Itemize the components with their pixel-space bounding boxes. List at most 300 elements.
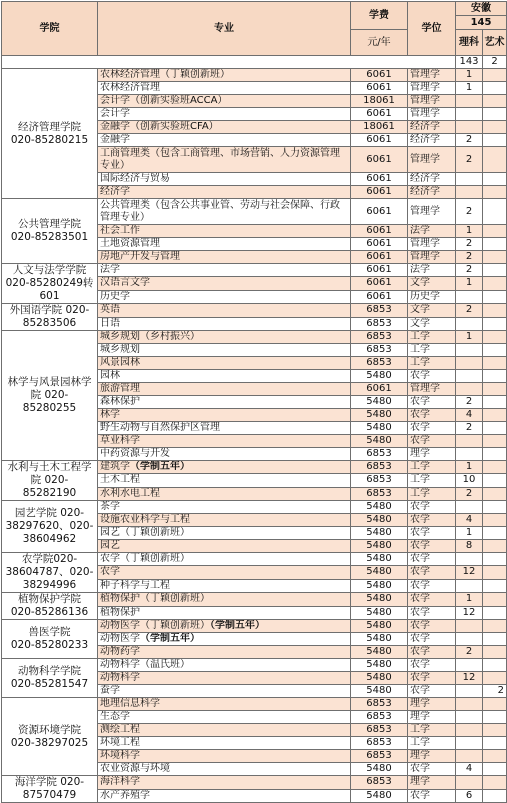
degree-cell: 管理学	[408, 238, 456, 251]
art-quota-cell	[483, 134, 507, 147]
degree-cell: 农学	[408, 409, 456, 422]
art-quota-cell	[483, 147, 507, 173]
science-quota-cell	[456, 383, 483, 396]
degree-cell: 农学	[408, 646, 456, 659]
major-name: 日语	[100, 317, 120, 329]
degree-cell: 农学	[408, 370, 456, 383]
art-quota-cell	[483, 474, 507, 487]
art-quota-cell	[483, 108, 507, 121]
table-row	[2, 620, 507, 633]
fee-cell: 5480	[351, 763, 408, 776]
degree-cell: 农学	[408, 435, 456, 448]
degree-cell: 工学	[408, 344, 456, 357]
degree-cell: 经济学	[408, 134, 456, 147]
major-name: 茶学	[100, 501, 120, 512]
fee-cell: 6853	[351, 461, 408, 474]
major-cell	[98, 566, 351, 579]
science-quota-cell: 1	[456, 593, 483, 607]
college-cell: 动物科学学院 020-85281547	[2, 659, 98, 698]
degree-cell: 农学	[408, 553, 456, 566]
degree-cell: 文学	[408, 304, 456, 318]
science-quota-cell: 2	[456, 487, 483, 500]
fee-cell: 6061	[351, 199, 408, 225]
major-name: 地理信息科学	[100, 698, 160, 709]
header-college: 学院	[2, 2, 98, 56]
major-name: 动物医学	[100, 633, 140, 644]
major-cell	[98, 724, 351, 737]
art-quota-cell	[483, 290, 507, 303]
degree-cell: 农学	[408, 685, 456, 698]
major-cell	[98, 370, 351, 383]
art-quota-cell	[483, 711, 507, 724]
major-note: （学制五年）	[140, 633, 200, 644]
fee-cell: 5480	[351, 672, 408, 685]
art-quota-cell	[483, 186, 507, 199]
major-name: 农林经济管理（丁颖创新班）	[100, 69, 230, 80]
art-quota-cell	[483, 370, 507, 383]
degree-cell: 历史学	[408, 290, 456, 303]
art-quota-cell	[483, 264, 507, 277]
fee-cell: 5480	[351, 370, 408, 383]
art-quota-cell	[483, 82, 507, 95]
science-quota-cell	[456, 685, 483, 698]
header-blank	[2, 56, 456, 69]
science-quota-cell: 1	[456, 527, 483, 540]
major-cell	[98, 435, 351, 448]
science-quota-cell	[456, 501, 483, 514]
major-cell	[98, 251, 351, 264]
fee-cell: 6061	[351, 290, 408, 303]
science-quota-cell	[456, 724, 483, 737]
major-cell	[98, 225, 351, 238]
major-cell	[98, 711, 351, 724]
table-row	[2, 264, 507, 277]
major-name: 会计学（创新实验班ACCA）	[100, 95, 228, 106]
fee-cell: 5480	[351, 409, 408, 422]
major-note: （学制五年）	[130, 461, 190, 473]
major-name: 测绘工程	[100, 724, 140, 735]
fee-cell: 6061	[351, 225, 408, 238]
major-cell	[98, 238, 351, 251]
degree-cell: 管理学	[408, 69, 456, 82]
major-name: 房地产开发与管理	[100, 251, 180, 262]
art-quota-cell	[483, 737, 507, 750]
fee-cell: 6061	[351, 134, 408, 147]
science-quota-cell: 10	[456, 474, 483, 487]
major-cell	[98, 331, 351, 344]
major-cell	[98, 317, 351, 331]
degree-cell: 管理学	[408, 95, 456, 108]
major-cell	[98, 409, 351, 422]
art-quota-cell	[483, 633, 507, 646]
science-quota-cell: 6	[456, 789, 483, 803]
major-cell	[98, 448, 351, 461]
art-quota-cell	[483, 331, 507, 344]
college-cell: 经济管理学院 020-85280215	[2, 69, 98, 199]
fee-cell: 5480	[351, 553, 408, 566]
major-cell	[98, 264, 351, 277]
major-name: 农学	[100, 566, 120, 578]
major-name: 金融学	[100, 134, 130, 145]
major-name: 公共管理类（包含公共事业管、劳动与社会保障、行政管理专业）	[100, 199, 340, 223]
fee-cell: 6061	[351, 69, 408, 82]
fee-cell: 6853	[351, 698, 408, 711]
science-quota-cell	[456, 186, 483, 199]
major-name: 水利水电工程	[100, 487, 160, 499]
major-name: 草业科学	[100, 435, 140, 446]
science-quota-cell: 1	[456, 461, 483, 474]
science-quota-cell: 4	[456, 409, 483, 422]
major-cell	[98, 357, 351, 370]
science-quota-cell	[456, 173, 483, 186]
fee-cell: 5480	[351, 633, 408, 646]
college-cell: 兽医学院 020-85280233	[2, 620, 98, 659]
header-major: 专业	[98, 2, 351, 56]
degree-cell: 理学	[408, 448, 456, 461]
major-name: 动物药学	[100, 646, 140, 657]
fee-cell: 6061	[351, 82, 408, 95]
art-quota-cell	[483, 553, 507, 566]
art-quota-cell	[483, 357, 507, 370]
art-quota-cell	[483, 225, 507, 238]
major-cell	[98, 685, 351, 698]
degree-cell: 农学	[408, 579, 456, 592]
major-name: 动物科学（温氏班）	[100, 659, 190, 670]
art-quota-cell	[483, 789, 507, 803]
major-cell	[98, 95, 351, 108]
major-cell	[98, 199, 351, 225]
fee-cell: 6061	[351, 186, 408, 199]
science-quota-cell: 1	[456, 331, 483, 344]
degree-cell: 经济学	[408, 186, 456, 199]
science-quota-cell	[456, 435, 483, 448]
science-quota-cell: 12	[456, 566, 483, 579]
science-quota-cell	[456, 620, 483, 633]
degree-cell: 法学	[408, 264, 456, 277]
degree-cell: 文学	[408, 277, 456, 290]
header-art: 艺术	[483, 30, 507, 56]
major-name: 城乡规划（乡村振兴）	[100, 331, 200, 342]
degree-cell: 工学	[408, 487, 456, 500]
table-row	[2, 698, 507, 711]
fee-cell: 6853	[351, 750, 408, 763]
degree-cell: 农学	[408, 540, 456, 553]
art-quota-cell	[483, 422, 507, 435]
art-quota-cell	[483, 750, 507, 763]
science-quota-cell	[456, 633, 483, 646]
major-cell	[98, 659, 351, 672]
major-name: 园艺（丁颖创新班）	[100, 527, 190, 538]
degree-cell: 农学	[408, 620, 456, 633]
fee-cell: 5480	[351, 685, 408, 698]
art-quota-cell	[483, 593, 507, 607]
major-cell	[98, 290, 351, 303]
major-name: 旅游管理	[100, 383, 140, 394]
fee-cell: 5480	[351, 646, 408, 659]
major-cell	[98, 304, 351, 318]
degree-cell: 工学	[408, 357, 456, 370]
header-degree: 学位	[408, 2, 456, 56]
major-cell	[98, 620, 351, 633]
art-quota-cell	[483, 304, 507, 318]
degree-cell: 管理学	[408, 251, 456, 264]
degree-cell: 管理学	[408, 147, 456, 173]
degree-cell: 农学	[408, 501, 456, 514]
science-quota-cell: 1	[456, 82, 483, 95]
major-cell	[98, 763, 351, 776]
table-body	[2, 69, 507, 803]
college-cell: 水利与土木工程学院 020-85282190	[2, 461, 98, 501]
art-quota-cell	[483, 698, 507, 711]
header-fee: 学费	[351, 2, 408, 30]
major-cell	[98, 134, 351, 147]
fee-cell: 6061	[351, 277, 408, 290]
major-name: 国际经济与贸易	[100, 173, 170, 184]
major-name: 会计学	[100, 108, 130, 119]
admission-plan-table	[1, 1, 507, 803]
major-name: 建筑学	[100, 461, 130, 473]
science-quota-cell	[456, 448, 483, 461]
major-cell	[98, 789, 351, 803]
major-cell	[98, 646, 351, 659]
fee-cell: 6853	[351, 331, 408, 344]
major-name: 生态学	[100, 711, 130, 722]
art-quota-cell	[483, 121, 507, 134]
major-name: 园林	[100, 370, 120, 381]
degree-cell: 经济学	[408, 121, 456, 134]
art-quota-cell	[483, 396, 507, 409]
science-quota-cell: 2	[456, 251, 483, 264]
art-quota-cell	[483, 514, 507, 527]
degree-cell: 农学	[408, 672, 456, 685]
degree-cell: 理学	[408, 750, 456, 763]
art-quota-cell	[483, 763, 507, 776]
college-cell: 人文与法学学院 020-85280249转601	[2, 264, 98, 304]
major-name: 设施农业科学与工程	[100, 514, 190, 525]
college-cell: 植物保护学院 020-85286136	[2, 593, 98, 620]
degree-cell: 管理学	[408, 82, 456, 95]
fee-cell: 6853	[351, 317, 408, 331]
major-cell	[98, 108, 351, 121]
art-quota-cell	[483, 251, 507, 264]
major-name: 农学（丁颖创新班）	[100, 553, 190, 565]
fee-cell: 6853	[351, 724, 408, 737]
science-quota-cell	[456, 698, 483, 711]
major-cell	[98, 383, 351, 396]
science-quota-cell: 4	[456, 763, 483, 776]
art-quota-cell	[483, 620, 507, 633]
table-row	[2, 69, 507, 82]
fee-cell: 6853	[351, 304, 408, 318]
fee-cell: 5480	[351, 527, 408, 540]
major-cell	[98, 277, 351, 290]
science-quota-cell: 2	[456, 396, 483, 409]
major-name: 风景园林	[100, 357, 140, 368]
major-cell	[98, 737, 351, 750]
major-cell	[98, 474, 351, 487]
major-name: 英语	[100, 304, 120, 316]
fee-cell: 6061	[351, 147, 408, 173]
science-quota-cell: 2	[456, 422, 483, 435]
science-quota-cell	[456, 553, 483, 566]
science-quota-cell	[456, 750, 483, 763]
major-name: 农业资源与环境	[100, 763, 170, 774]
header-art-total: 2	[483, 56, 507, 69]
fee-cell: 6853	[351, 357, 408, 370]
fee-cell: 6061	[351, 238, 408, 251]
degree-cell: 工学	[408, 737, 456, 750]
fee-cell: 5480	[351, 514, 408, 527]
science-quota-cell: 8	[456, 540, 483, 553]
science-quota-cell: 2	[456, 199, 483, 225]
science-quota-cell	[456, 659, 483, 672]
college-cell: 公共管理学院 020-85283501	[2, 199, 98, 264]
header-science-total: 143	[456, 56, 483, 69]
science-quota-cell	[456, 711, 483, 724]
major-cell	[98, 750, 351, 763]
fee-cell: 6061	[351, 251, 408, 264]
major-name: 历史学	[100, 290, 130, 302]
fee-cell: 6853	[351, 487, 408, 500]
art-quota-cell	[483, 527, 507, 540]
art-quota-cell	[483, 95, 507, 108]
major-cell	[98, 121, 351, 134]
admission-plan-table-container	[1, 1, 506, 803]
science-quota-cell	[456, 370, 483, 383]
major-name: 工商管理类（包含工商管理、市场营销、人力资源管理专业）	[100, 147, 340, 171]
fee-cell: 5480	[351, 606, 408, 620]
science-quota-cell: 2	[456, 646, 483, 659]
major-name: 海洋科学	[100, 776, 140, 788]
art-quota-cell	[483, 448, 507, 461]
science-quota-cell	[456, 95, 483, 108]
major-cell	[98, 173, 351, 186]
science-quota-cell	[456, 121, 483, 134]
science-quota-cell: 2	[456, 264, 483, 277]
art-quota-cell	[483, 383, 507, 396]
fee-cell: 6853	[351, 711, 408, 724]
degree-cell: 农学	[408, 606, 456, 620]
degree-cell: 工学	[408, 724, 456, 737]
table-row	[2, 553, 507, 566]
degree-cell: 农学	[408, 514, 456, 527]
table-row	[2, 659, 507, 672]
science-quota-cell	[456, 776, 483, 790]
major-cell	[98, 344, 351, 357]
header-fee-unit: 元/年	[351, 30, 408, 56]
table-header	[2, 2, 507, 69]
art-quota-cell	[483, 501, 507, 514]
major-name: 林学	[100, 409, 120, 420]
art-quota-cell	[483, 461, 507, 474]
college-cell: 外国语学院 020-85283506	[2, 304, 98, 331]
table-row	[2, 304, 507, 318]
major-cell	[98, 633, 351, 646]
science-quota-cell: 1	[456, 225, 483, 238]
science-quota-cell: 2	[456, 147, 483, 173]
major-name: 蚕学	[100, 685, 120, 696]
fee-cell: 6061	[351, 173, 408, 186]
major-name: 种子科学与工程	[100, 579, 170, 591]
degree-cell: 农学	[408, 659, 456, 672]
science-quota-cell: 12	[456, 672, 483, 685]
degree-cell: 理学	[408, 711, 456, 724]
degree-cell: 管理学	[408, 199, 456, 225]
art-quota-cell	[483, 317, 507, 331]
fee-cell: 18061	[351, 121, 408, 134]
fee-cell: 5480	[351, 659, 408, 672]
major-name: 中药资源与开发	[100, 448, 170, 459]
major-name: 动物科学	[100, 672, 140, 683]
major-name: 汉语言文学	[100, 277, 150, 289]
major-name: 经济学	[100, 186, 130, 197]
major-name: 森林保护	[100, 396, 140, 407]
table-row	[2, 593, 507, 607]
major-name: 金融学（创新实验班CFA）	[100, 121, 219, 132]
table-row	[2, 776, 507, 790]
college-cell: 资源环境学院 020-38297025	[2, 698, 98, 776]
major-cell	[98, 82, 351, 95]
major-cell	[98, 147, 351, 173]
fee-cell: 5480	[351, 501, 408, 514]
art-quota-cell	[483, 579, 507, 592]
fee-cell: 6853	[351, 776, 408, 790]
degree-cell: 农学	[408, 566, 456, 579]
fee-cell: 5480	[351, 579, 408, 592]
major-cell	[98, 396, 351, 409]
major-name: 植物保护	[100, 606, 140, 618]
major-cell	[98, 776, 351, 790]
major-name: 环境科学	[100, 750, 140, 761]
fee-cell: 6853	[351, 448, 408, 461]
degree-cell: 管理学	[408, 383, 456, 396]
degree-cell: 农学	[408, 763, 456, 776]
art-quota-cell	[483, 659, 507, 672]
degree-cell: 农学	[408, 396, 456, 409]
major-cell	[98, 461, 351, 474]
science-quota-cell: 2	[456, 238, 483, 251]
major-name: 植物保护（丁颖创新班）	[100, 593, 210, 605]
art-quota-cell	[483, 646, 507, 659]
art-quota-cell	[483, 344, 507, 357]
art-quota-cell	[483, 173, 507, 186]
degree-cell: 农学	[408, 422, 456, 435]
college-cell: 林学与风景园林学院 020-85280255	[2, 331, 98, 461]
major-cell	[98, 698, 351, 711]
science-quota-cell: 2	[456, 304, 483, 318]
major-cell	[98, 69, 351, 82]
art-quota-cell	[483, 238, 507, 251]
degree-cell: 工学	[408, 461, 456, 474]
art-quota-cell	[483, 409, 507, 422]
science-quota-cell	[456, 317, 483, 331]
major-cell	[98, 186, 351, 199]
major-cell	[98, 553, 351, 566]
major-name: 环境工程	[100, 737, 140, 748]
science-quota-cell	[456, 737, 483, 750]
degree-cell: 理学	[408, 698, 456, 711]
art-quota-cell	[483, 672, 507, 685]
major-cell	[98, 527, 351, 540]
fee-cell: 5480	[351, 435, 408, 448]
major-cell	[98, 501, 351, 514]
art-quota-cell	[483, 566, 507, 579]
major-name: 动物医学（丁颖创新班）	[100, 620, 210, 631]
fee-cell: 5480	[351, 566, 408, 579]
major-cell	[98, 672, 351, 685]
science-quota-cell: 1	[456, 69, 483, 82]
major-cell	[98, 487, 351, 500]
